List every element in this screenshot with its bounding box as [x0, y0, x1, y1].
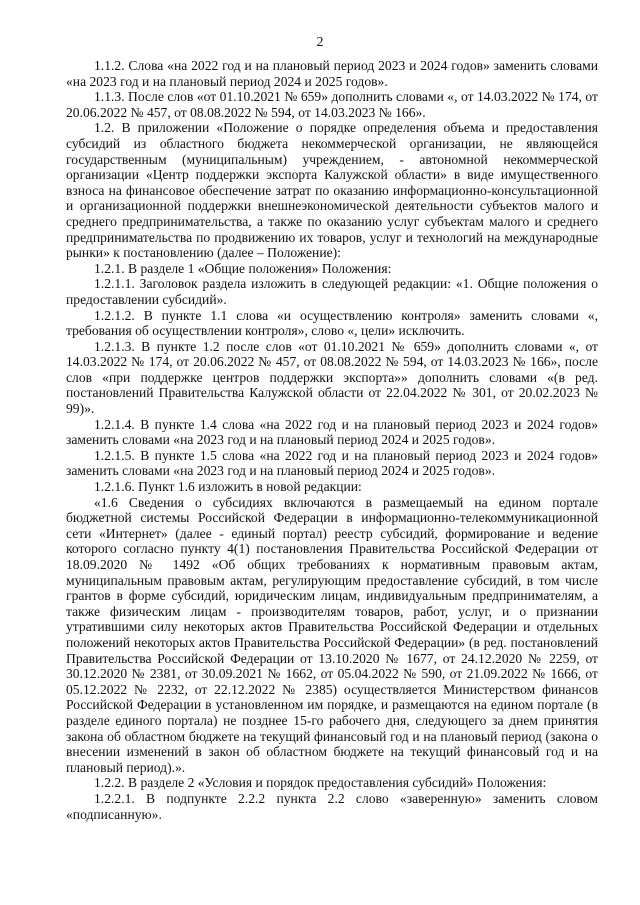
paragraph-1-1-2: 1.1.2. Слова «на 2022 год и на плановый период 2023 и 2024 годов» заменить словами «на 2023 год и на плановый период 2024 и 2025 годов».	[66, 58, 598, 89]
paragraph-1-2-1-1: 1.2.1.1. Заголовок раздела изложить в следующей редакции: «1. Общие положения о предоставлении субсидий».	[66, 276, 598, 307]
paragraph-1-2-1-3: 1.2.1.3. В пункте 1.2 после слов «от 01.10.2021 № 659» дополнить словами «, от 14.03.2022 № 174, от 20.06.2022 № 457, от 08.08.2022 № 594, от 14.03.2023 № 166», после слов «при поддержке центров поддержки экспорта»» дополнить словами «(в ред. постановлений Правительства Калужской области от 22.04.2022 № 301, от 20.02.2023 № 99)».	[66, 338, 598, 417]
paragraph-1-2-1: 1.2.1. В разделе 1 «Общие положения» Положения:	[94, 260, 392, 276]
document-body	[66, 58, 598, 822]
paragraph-quote-1-6: «1.6 Сведения о субсидиях включаются в размещаемый на едином портале бюджетной системы Российской Федерации в информационно-телекоммуникационной сети «Интернет» (далее - единый портал) реестр субсидий, формирование и ведение которого согласно пункту 4(1) постановления Правительства Российской Федерации от 18.09.2020 № 1492 «Об общих требованиях к нормативным правовым актам, муниципальным правовым актам, регулирующим предоставление субсидий, в том числе грантов в форме субсидий, юридическим лицам, индивидуальным предпринимателям, а также физическим лицам - производителям товаров, работ, услуг, и о признании утратившими силу некоторых актов Правительства Российской Федерации и отдельных положений некоторых актов Правительства Российской Федерации» (в ред. постановлений Правительства Российской Федерации от 13.10.2020 № 1677, от 24.12.2020 № 2259, от 30.12.2020 № 2381, от 30.09.2021 № 1662, от 05.04.2022 № 590, от 21.09.2022 № 1666, от 05.12.2022 № 2232, от 22.12.2022 № 2385) осуществляется Министерством финансов Российской Федерации в установленном им порядке, и размещаются на едином портале (в разделе единого портала) не позднее 15-го рабочего дня, следующего за днем принятия закона об областном бюджете на текущий финансовый год и на плановый период (закона о внесении изменений в закон об областном бюджете на текущий финансовый год и на плановый период).».	[66, 494, 598, 775]
paragraph-1-2-1-4: 1.2.1.4. В пункте 1.4 слова «на 2022 год и на плановый период 2023 и 2024 годов» заменить словами «на 2023 год и на плановый период 2024 и 2025 годов».	[66, 416, 598, 448]
paragraph-1-2-1-6: 1.2.1.6. Пункт 1.6 изложить в новой редакции:	[94, 479, 362, 495]
paragraph-1-2-2: 1.2.2. В разделе 2 «Условия и порядок предоставления субсидий» Положения:	[94, 775, 547, 791]
page-number: 2	[316, 35, 324, 50]
paragraph-1-2-2-1: 1.2.2.1. В подпункте 2.2.2 пункта 2.2 слово «заверенную» заменить словом «подписанную».	[66, 790, 598, 822]
paragraph-1-2-1-5: 1.2.1.5. В пункте 1.5 слова «на 2022 год и на плановый период 2023 и 2024 годов» заменить словами «на 2023 год и на плановый период 2024 и 2025 годов».	[66, 447, 598, 479]
paragraph-1-2: 1.2. В приложении «Положение о порядке определения объема и предоставления субсидий из областного бюджета некоммерческой организации, не являющейся государственным (муниципальным) учреждением, - автономной некоммерческой организации «Центр поддержки экспорта Калужской области» в виде имущественного взноса на финансовое обеспечение затрат по оказанию информационно-консультационной и организационной поддержки внешнеэкономической деятельности субъектов малого и среднего предпринимательства, а также по оказанию услуг субъектам малого и среднего предпринимательства по продвижению их товаров, услуг и технологий на международные рынки» к постановлению (далее – Положение):	[66, 120, 598, 261]
paragraph-1-2-1-2: 1.2.1.2. В пункте 1.1 слова «и осуществлению контроля» заменить словами «, требования об осуществлении контроля», слово «, цели» исключить.	[66, 307, 598, 339]
paragraph-1-1-3: 1.1.3. После слов «от 01.10.2021 № 659» дополнить словами «, от 14.03.2022 № 174, от 20.06.2022 № 457, от 08.08.2022 № 594, от 14.03.2023 № 166».	[66, 89, 598, 120]
